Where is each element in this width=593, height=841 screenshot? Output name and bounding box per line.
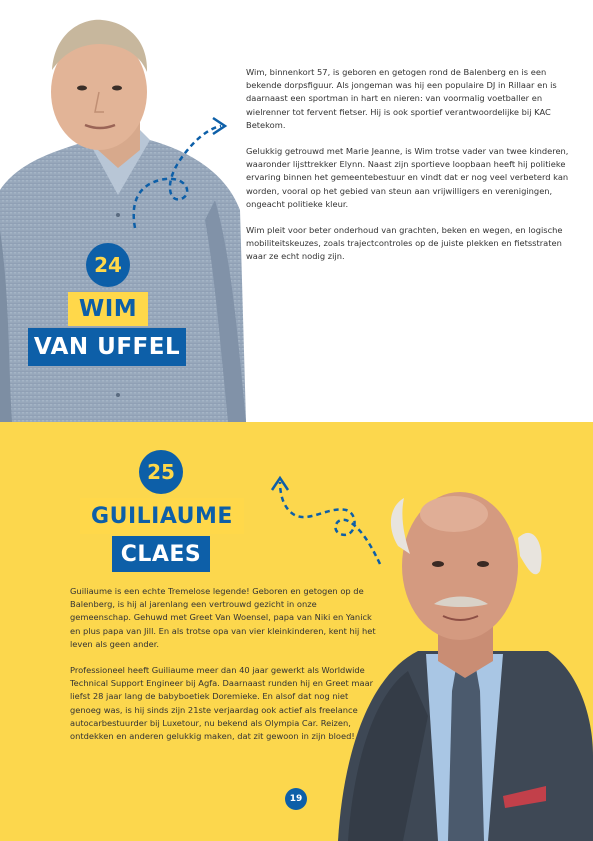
bio-paragraph: Wim pleit voor beter onderhoud van grachten, beken en wegen, en logische mobiliteitskeuzes, zoals trajectcontroles op de juiste plekken en fietsstraten waar ze echt nodig zijn. — [246, 225, 563, 262]
bio-paragraph: Guiliaume is een echte Tremelose legende! Geboren en getogen op de Balenberg, is hij al jarenlang een vertrouwd gezicht in onze gemeenschap. Gehuwd met Greet Van Woensel, papa van Niki en Yanick en plus papa van Jill. En als trotse opa van vier kleinkinderen, kent hij het leven als geen ander. — [70, 586, 376, 649]
candidate-bio — [246, 66, 572, 277]
candidate-last-name: VAN UFFEL — [28, 328, 186, 366]
guiliaume-portrait-photo — [308, 456, 593, 841]
candidate-last-name: CLAES — [112, 536, 210, 572]
candidate-number-badge: 25 — [139, 450, 183, 494]
candidate-first-name: GUILIAUME — [80, 498, 244, 534]
page-number-badge: 19 — [285, 788, 307, 810]
bio-paragraph: Professioneel heeft Guiliaume meer dan 40 jaar gewerkt als Worldwide Technical Support Engineer bij Agfa. Daarnaast runden hij en Greet maar liefst 28 jaar lang de babyboetiek Doremieke. En alsof dat nog niet genoeg was, is hij sinds zijn 21ste verjaardag ook actief als freelance autocarbestuurder bij Luxetour, nu bekend als Olympia Car. Reizen, ontdekken en anderen gelukkig maken, dat zit gewoon in zijn bloed! — [70, 665, 374, 742]
candidate-first-name: WIM — [68, 292, 148, 326]
bio-paragraph: Wim, binnenkort 57, is geboren en getogen rond de Balenberg en is een bekende dorpsfiguur. Als jongeman was hij een populaire DJ in Rillaar en is daarnaast een sportman in hart en nieren: van voormalig voetballer en wielrenner tot fervent fietser. Hij is ook sportief verantwoordelijke bij KAC Betekom. — [246, 67, 557, 130]
dashed-arrow-icon — [125, 110, 235, 235]
bio-paragraph: Gelukkig getrouwd met Marie Jeanne, is Wim trotse vader van twee kinderen, waaronder lijsttrekker Elynn. Naast zijn sportieve loopbaan heeft hij politieke ervaring binnen het gemeentebestuur en vindt dat er nog veel verbeterd kan worden, vooral op het gebied van steun aan vrijwilligers en verenigingen, ongeacht politieke kleur. — [246, 146, 569, 209]
candidate-number-badge: 24 — [86, 243, 130, 287]
candidate-section-guiliaume — [0, 422, 593, 841]
